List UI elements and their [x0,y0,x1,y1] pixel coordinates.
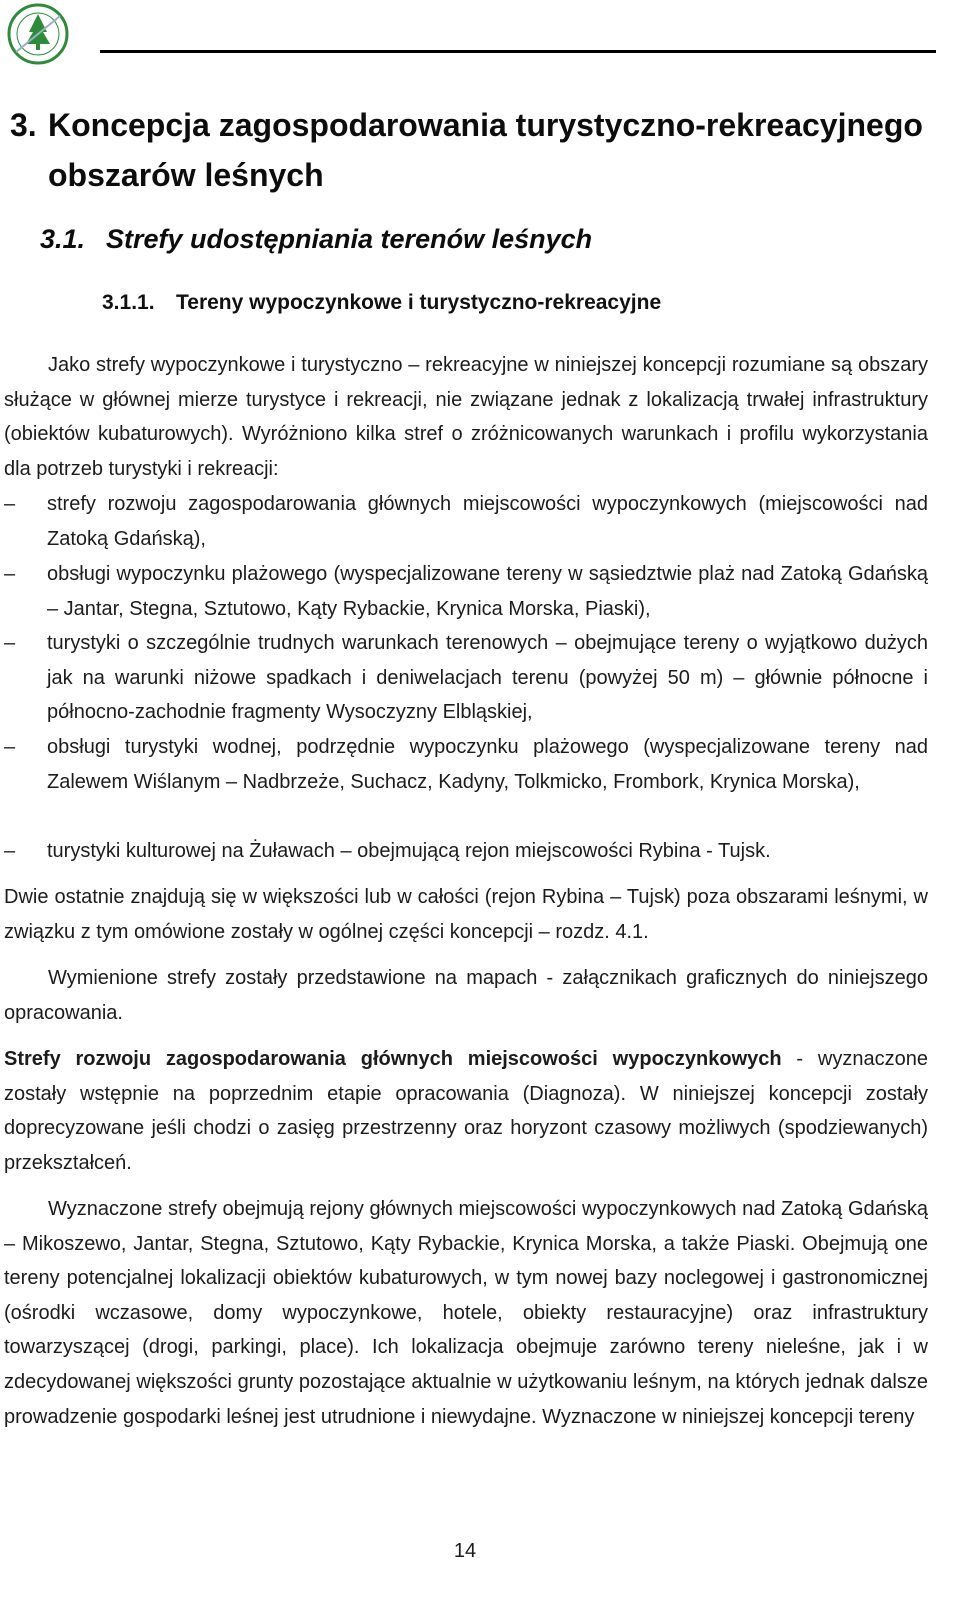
paragraph-3: Wymienione strefy zostały przedstawione na mapach - załącznikach graficznych do niniejszego opracowania. [4,967,928,1024]
list-item: obsługi turystyki wodnej, podrzędnie wypoczynku plażowego (wyspecjalizowane tereny nad Zalewem Wiślanym – Nadbrzeże, Suchacz, Kadyny, Tolkmicko, Frombork, Krynica Morska), [47,736,928,793]
list-item: turystyki kulturowej na Żuławach – obejmującą rejon miejscowości Rybina - Tujsk. [47,840,771,862]
paragraph-5: Wyznaczone strefy obejmują rejony głównych miejscowości wypoczynkowych nad Zatoką Gdańską – Mikoszewo, Jantar, Stegna, Sztutowo, Kąty Rybackie, Krynica Morska, a także Piaski. Obejmują one tereny potencjalnej lokalizacji obiektów kubaturowych, w tym nowej bazy noclegowej i gastronomicznej (ośrodki wczasowe, domy wypoczynkowe, hotele, obiekty restauracyjne) oraz infrastruktury towarzyszącej (drogi, parkingi, place). Ich lokalizacja obejmuje zarówno tereny nieleśne, jak i w zdecydowanej większości grunty pozostające aktualnie w użytkowaniu leśnym, na których jednak dalsze prowadzenie gospodarki leśnej jest utrudnione i niewydajne. Wyznaczone w niniejszej koncepcji tereny [4,1198,928,1428]
forest-administration-emblem-icon [2,2,74,66]
subsection-number: 3.1.1. [102,291,155,314]
list-item: turystyki o szczególnie trudnych warunkach terenowych – obejmujące tereny o wyjątkowo dużych jak na warunki niżowe spadkach i deniwelacjach terenu (powyżej 50 m) – głównie północne i północno-zachodnie fragmenty Wysoczyzny Elbląskiej, [47,632,928,724]
list-bullet: – [4,840,16,862]
list-item: obsługi wypoczynku plażowego (wyspecjalizowane tereny w sąsiedztwie plaż nad Zatoką Gdańską – Jantar, Stegna, Sztutowo, Kąty Rybackie, Krynica Morska, Piaski), [47,563,928,620]
section-title: Strefy udostępniania terenów leśnych [106,224,593,254]
subsection-heading [102,291,661,315]
chapter-number: 3. [10,107,37,143]
chapter-title-line1: Koncepcja zagospodarowania turystyczno-rekreacyjnego [48,107,923,143]
intro-paragraph: Jako strefy wypoczynkowe i turystyczno – rekreacyjne w niniejszej koncepcji rozumiane są obszary służące w głównej mierze turystyce i rekreacji, nie związane jednak z lokalizacją trwałej infrastruktury (obiektów kubaturowych). Wyróżniono kilka stref o zróżnicowanych warunkach i profilu wykorzystania dla potrzeb turystyki i rekreacji: [4,354,928,480]
list-bullet: – [4,493,16,515]
chapter-heading [10,100,940,200]
list-bullet: – [4,563,16,585]
list-item: strefy rozwoju zagospodarowania głównych miejscowości wypoczynkowych (miejscowości nad Zatoką Gdańską), [47,493,928,550]
section-number: 3.1. [40,224,86,254]
chapter-title-line2: obszarów leśnych [48,157,324,193]
page-number: 14 [453,1540,477,1562]
subsection-title: Tereny wypoczynkowe i turystyczno-rekreacyjne [176,291,662,314]
list-bullet: – [4,632,16,654]
paragraph-4-text: - wyznaczone zostały wstępnie na poprzednim etapie opracowania (Diagnoza). W niniejszej koncepcji zostały doprecyzowane jeśli chodzi o zasięg przestrzenny oraz horyzont czasowy możliwych (spodziewanych) przekształceń. [4,1048,928,1174]
paragraph-4 [4,1042,928,1180]
paragraph-2: Dwie ostatnie znajdują się w większości lub w całości (rejon Rybina – Tujsk) poza obszarami leśnymi, w związku z tym omówione zostały w ogólnej części koncepcji – rozdz. 4.1. [4,886,928,943]
section-heading [40,224,592,255]
list-bullet: – [4,736,16,758]
paragraph-4-bold-lead: Strefy rozwoju zagospodarowania głównych miejscowości wypoczynkowych [4,1048,782,1070]
header-rule [100,50,936,53]
